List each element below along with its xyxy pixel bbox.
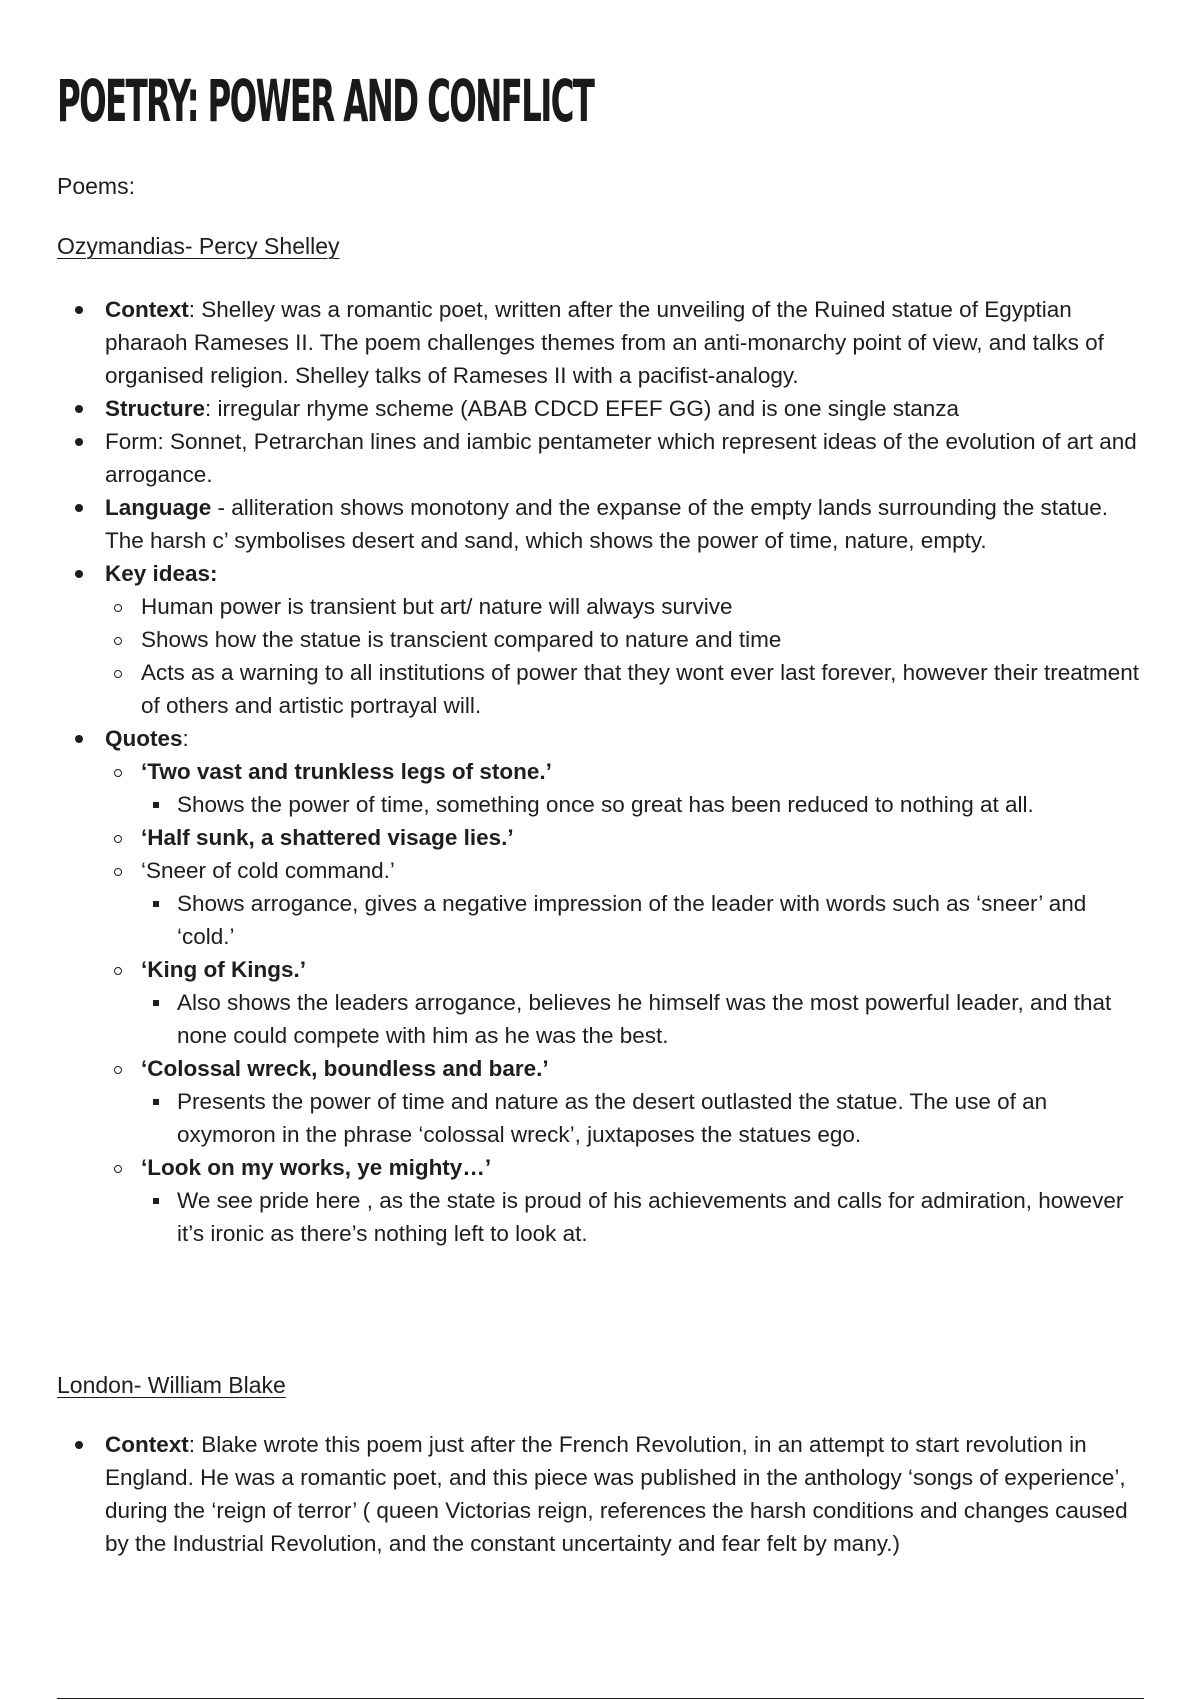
list-item-context <box>57 1428 1147 1560</box>
structure-text: : irregular rhyme scheme (ABAB CDCD EFEF GG) and is one single stanza <box>205 396 960 421</box>
quote-item <box>105 821 1147 854</box>
quote-text: ‘Look on my works, ye mighty…’ <box>141 1155 492 1180</box>
list-item-context <box>57 293 1147 392</box>
list-item-key-ideas <box>57 557 1147 722</box>
quote-notes <box>141 1184 1147 1250</box>
form-text: Form: Sonnet, Petrarchan lines and iambic pentameter which represent ideas of the evolution of art and arrogance. <box>105 429 1137 487</box>
london-notes-list <box>57 1428 1147 1560</box>
quote-text: ‘Half sunk, a shattered visage lies.’ <box>141 825 514 850</box>
list-item-quotes <box>57 722 1147 1250</box>
section-heading-london: London- William Blake <box>57 1372 286 1398</box>
quote-note: We see pride here , as the state is proud of his achievements and calls for admiration, however it’s ironic as there’s nothing left to look at. <box>141 1184 1147 1250</box>
list-item-structure <box>57 392 1147 425</box>
quote-item <box>105 755 1147 821</box>
context-label: Context <box>105 297 189 322</box>
quotes-label: Quotes <box>105 726 183 751</box>
structure-label: Structure <box>105 396 206 421</box>
language-text: - alliteration shows monotony and the expanse of the empty lands surrounding the statue. The harsh c’ symbolises desert and sand, which shows the power of time, nature, empty. <box>105 495 1109 553</box>
quote-note: Also shows the leaders arrogance, believes he himself was the most powerful leader, and that none could compete with him as he was the best. <box>141 986 1147 1052</box>
quote-text: ‘King of Kings.’ <box>141 957 306 982</box>
quote-item <box>105 953 1147 1052</box>
page-bottom-rule <box>57 1698 1144 1699</box>
quotes-label-suffix: : <box>182 726 189 751</box>
quote-notes <box>141 1085 1147 1151</box>
list-item-language <box>57 491 1147 557</box>
quote-note: Shows arrogance, gives a negative impression of the leader with words such as ‘sneer’ and ‘cold.’ <box>141 887 1147 953</box>
quote-note: Shows the power of time, something once so great has been reduced to nothing at all. <box>141 788 1147 821</box>
quote-notes <box>141 788 1147 821</box>
key-idea-item: Human power is transient but art/ nature will always survive <box>105 590 1147 623</box>
section-heading-ozymandias: Ozymandias- Percy Shelley <box>57 233 340 259</box>
page-title: POETRY: POWER AND CONFLICT <box>57 67 594 135</box>
key-ideas-label: Key ideas: <box>105 561 218 586</box>
context-text: : Blake wrote this poem just after the French Revolution, in an attempt to start revolution in England. He was a romantic poet, and this piece was published in the anthology ‘songs of experience’, during the ‘reign of terror’ ( queen Victorias reign, references the harsh conditions and changes caused by the Industrial Revolution, and the constant uncertainty and fear felt by many.) <box>105 1432 1128 1556</box>
quote-note: Presents the power of time and nature as the desert outlasted the statue. The use of an oxymoron in the phrase ‘colossal wreck’, juxtaposes the statues ego. <box>141 1085 1147 1151</box>
quote-text: ‘Sneer of cold command.’ <box>141 858 395 883</box>
quote-item <box>105 1151 1147 1250</box>
ozymandias-notes-list <box>57 293 1147 1250</box>
quote-item <box>105 854 1147 953</box>
context-label: Context <box>105 1432 189 1457</box>
quote-item <box>105 1052 1147 1151</box>
context-text: : Shelley was a romantic poet, written after the unveiling of the Ruined statue of Egyptian pharaoh Rameses II. The poem challenges themes from an anti-monarchy point of view, and talks of organised religion. Shelley talks of Rameses II with a pacifist-analogy. <box>105 297 1104 388</box>
key-idea-item: Shows how the statue is transcient compared to nature and time <box>105 623 1147 656</box>
quote-notes <box>141 887 1147 953</box>
quote-notes <box>141 986 1147 1052</box>
key-idea-item: Acts as a warning to all institutions of power that they wont ever last forever, however their treatment of others and artistic portrayal will. <box>105 656 1147 722</box>
language-label: Language <box>105 495 212 520</box>
list-item-form <box>57 425 1147 491</box>
poems-label: Poems: <box>57 173 135 199</box>
key-ideas-list <box>105 590 1147 722</box>
quote-text: ‘Two vast and trunkless legs of stone.’ <box>141 759 552 784</box>
quotes-list <box>105 755 1147 1250</box>
quote-text: ‘Colossal wreck, boundless and bare.’ <box>141 1056 549 1081</box>
